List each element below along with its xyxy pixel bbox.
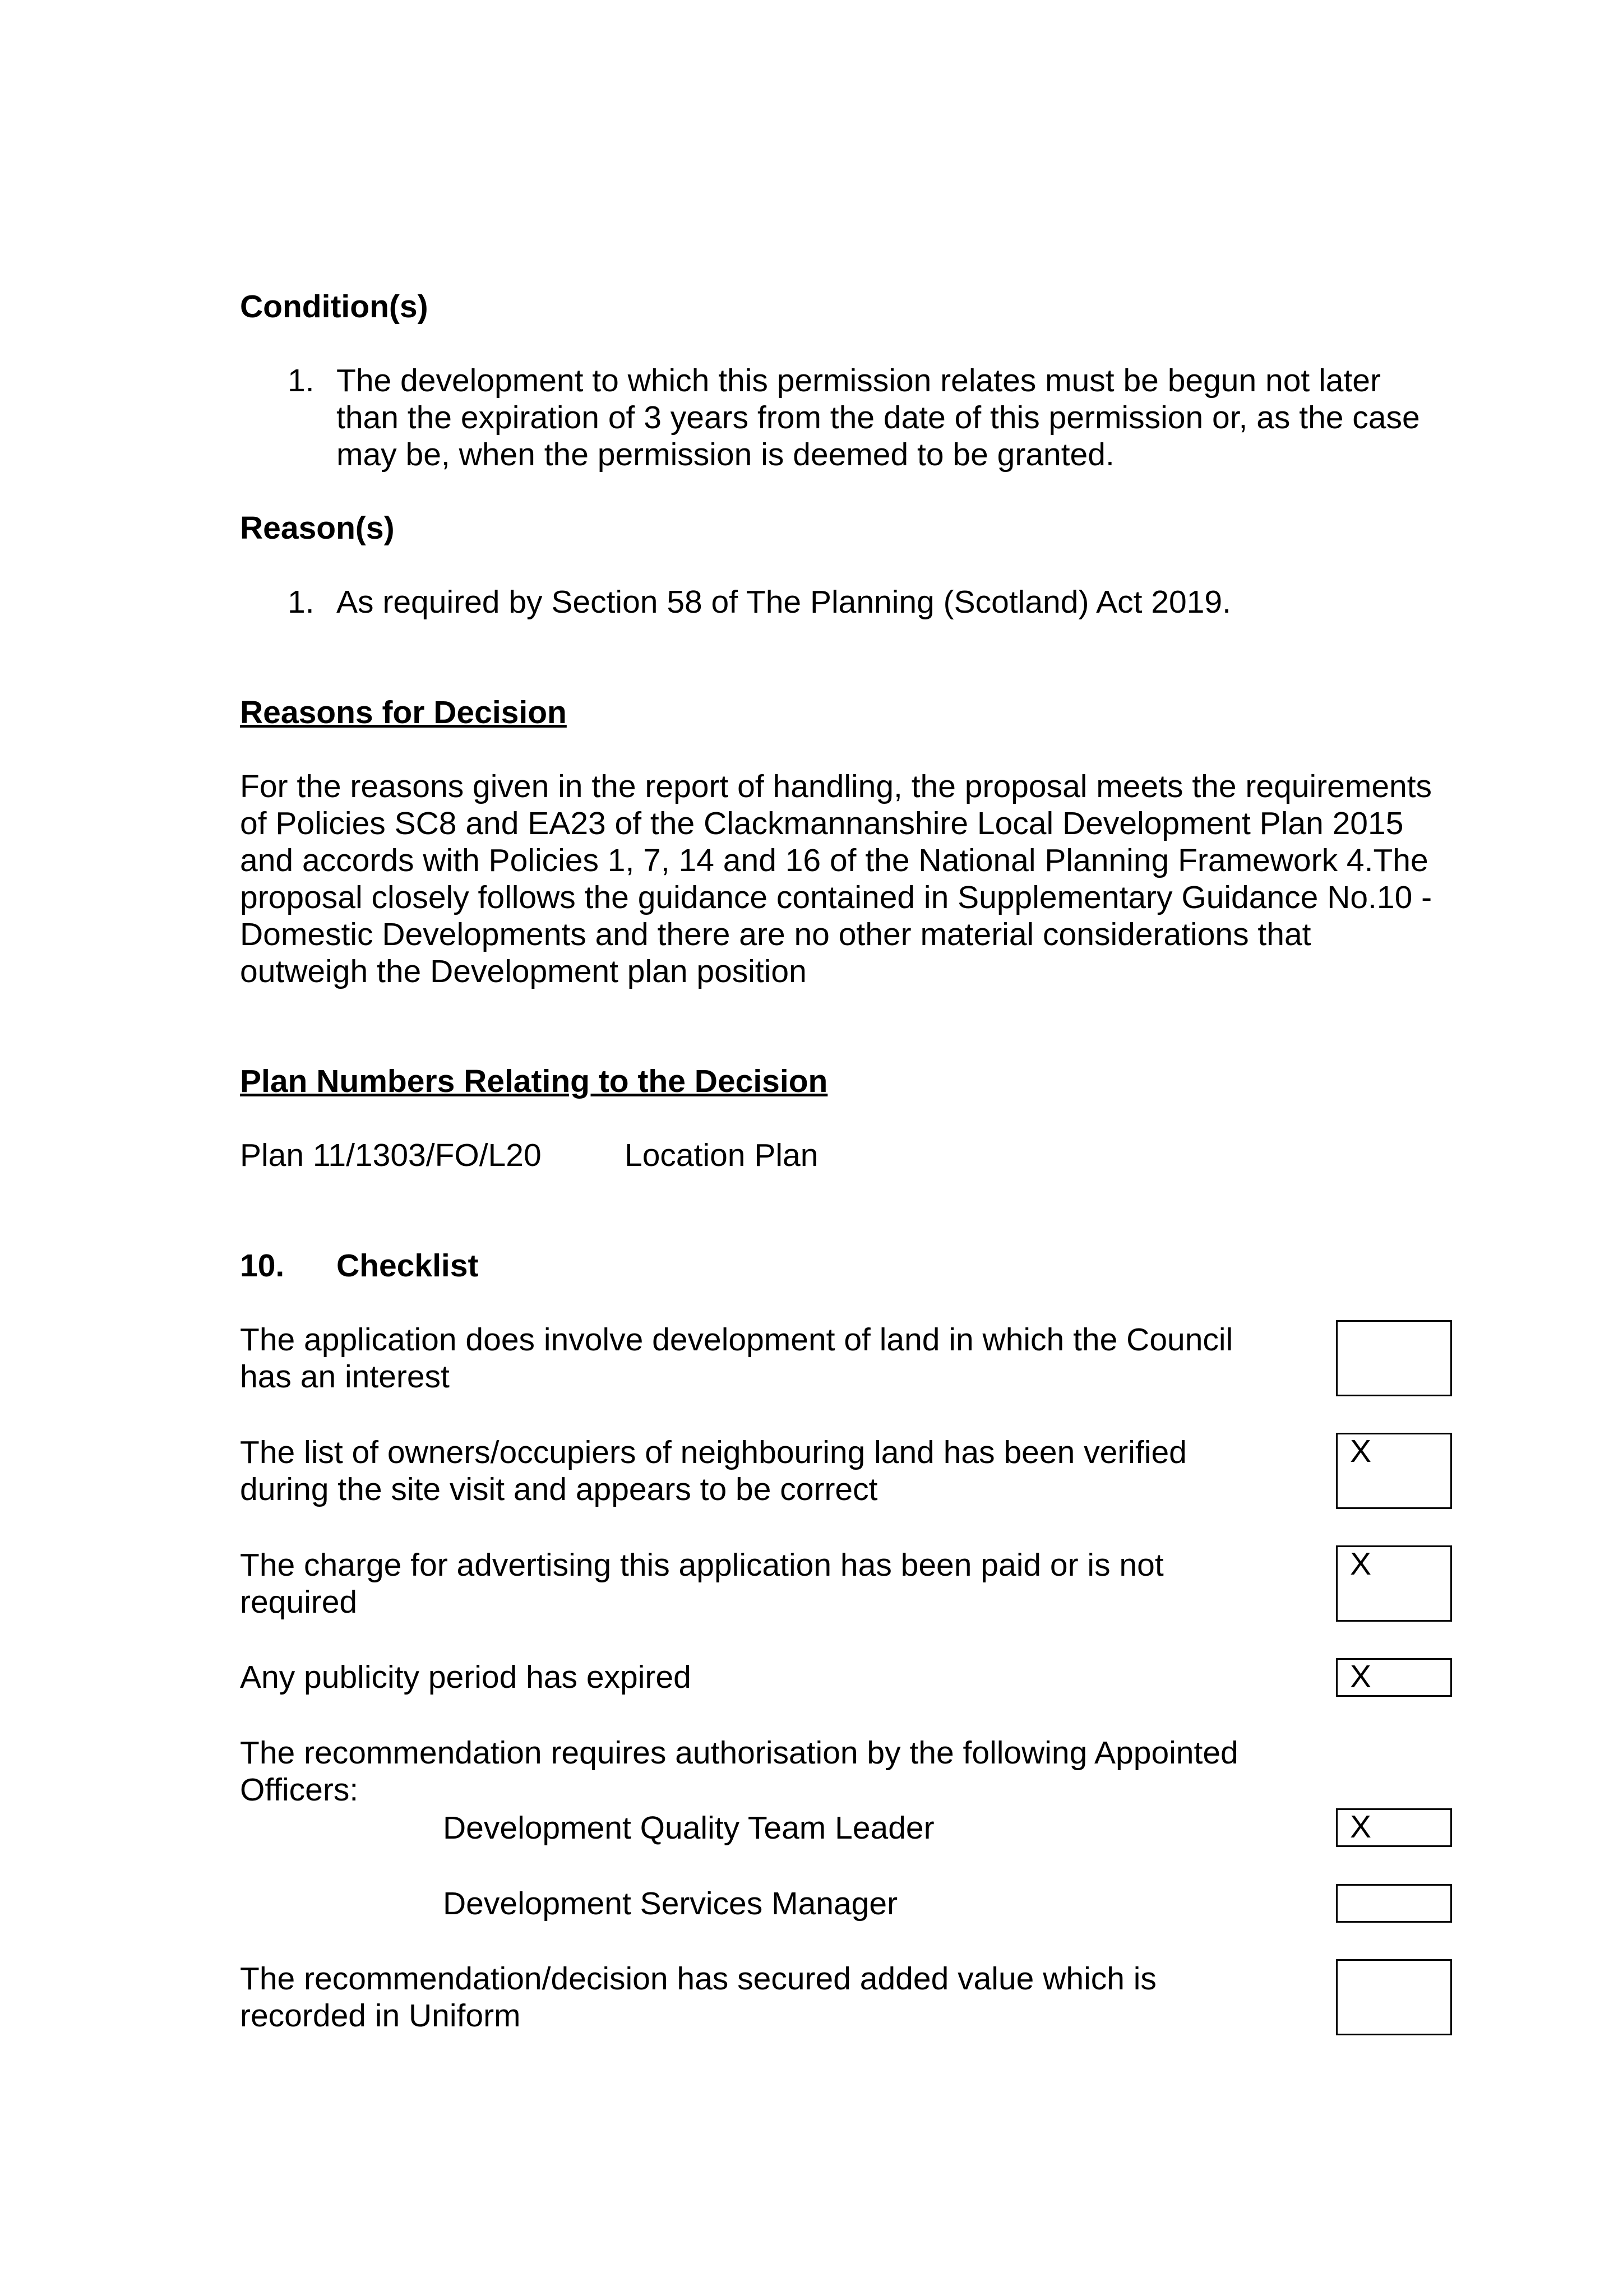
- checklist-line: required: [240, 1584, 358, 1620]
- checklist-line: has an interest: [240, 1359, 450, 1395]
- checklist-line: The list of owners/occupiers of neighbouring land has been verified: [240, 1434, 1187, 1470]
- plan-numbers-heading: Plan Numbers Relating to the Decision: [240, 1063, 828, 1099]
- checklist-line: Officers:: [240, 1772, 359, 1808]
- officer-team-leader: Development Quality Team Leader: [443, 1810, 935, 1846]
- checkbox-services-manager[interactable]: [1336, 1884, 1452, 1923]
- checklist-section-number: 10.: [240, 1248, 285, 1284]
- checklist-item-council-interest: [240, 1321, 1305, 1395]
- reasons-for-decision-text: [240, 768, 1468, 990]
- checklist-line: The charge for advertising this application has been paid or is not: [240, 1547, 1164, 1583]
- checkbox-council-interest[interactable]: [1336, 1320, 1452, 1396]
- decision-line: For the reasons given in the report of handling, the proposal meets the requirements: [240, 769, 1432, 804]
- reasons-heading: Reason(s): [240, 510, 395, 546]
- decision-line: of Policies SC8 and EA23 of the Clackmannanshire Local Development Plan 2015: [240, 806, 1404, 841]
- checkbox-team-leader[interactable]: X: [1336, 1808, 1452, 1847]
- condition-number: 1.: [288, 363, 315, 399]
- officer-services-manager: Development Services Manager: [443, 1886, 898, 1922]
- decision-line: Domestic Developments and there are no other material considerations that: [240, 916, 1311, 952]
- condition-line: may be, when the permission is deemed to be granted.: [336, 437, 1115, 473]
- checklist-line: The application does involve development of land in which the Council: [240, 1322, 1233, 1358]
- condition-line: than the expiration of 3 years from the date of this permission or, as the case: [336, 400, 1420, 436]
- decision-line: and accords with Policies 1, 7, 14 and 16 of the National Planning Framework 4.The: [240, 843, 1428, 878]
- reason-number: 1.: [288, 584, 315, 620]
- condition-line: The development to which this permission relates must be begun not later: [336, 363, 1381, 399]
- checklist-line: during the site visit and appears to be correct: [240, 1471, 878, 1507]
- checklist-item-advertising-charge: [240, 1547, 1305, 1621]
- checklist-line: recorded in Uniform: [240, 1998, 521, 2034]
- checklist-item-added-value: [240, 1960, 1305, 2034]
- checkbox-owners-verified[interactable]: X: [1336, 1433, 1452, 1509]
- checkbox-publicity-expired[interactable]: X: [1336, 1658, 1452, 1697]
- checklist-item-owners-verified: [240, 1434, 1305, 1508]
- plan-number: Plan 11/1303/FO/L20: [240, 1137, 542, 1173]
- decision-line: proposal closely follows the guidance contained in Supplementary Guidance No.10 -: [240, 879, 1432, 915]
- checklist-line: The recommendation requires authorisation by the following Appointed: [240, 1735, 1238, 1771]
- checkbox-advertising-charge[interactable]: X: [1336, 1545, 1452, 1622]
- checklist-line: The recommendation/decision has secured added value which is: [240, 1961, 1157, 1997]
- reasons-for-decision-heading: Reasons for Decision: [240, 695, 567, 730]
- plan-description: Location Plan: [625, 1137, 819, 1173]
- condition-text: [336, 362, 1458, 473]
- reason-text: As required by Section 58 of The Planning (Scotland) Act 2019.: [336, 584, 1231, 620]
- checklist-item-authorisation: [240, 1734, 1305, 1808]
- conditions-heading: Condition(s): [240, 289, 428, 325]
- decision-line: outweigh the Development plan position: [240, 953, 807, 989]
- checkbox-added-value[interactable]: [1336, 1959, 1452, 2035]
- checklist-title: Checklist: [336, 1248, 479, 1284]
- checklist-item-publicity-expired: Any publicity period has expired: [240, 1659, 691, 1695]
